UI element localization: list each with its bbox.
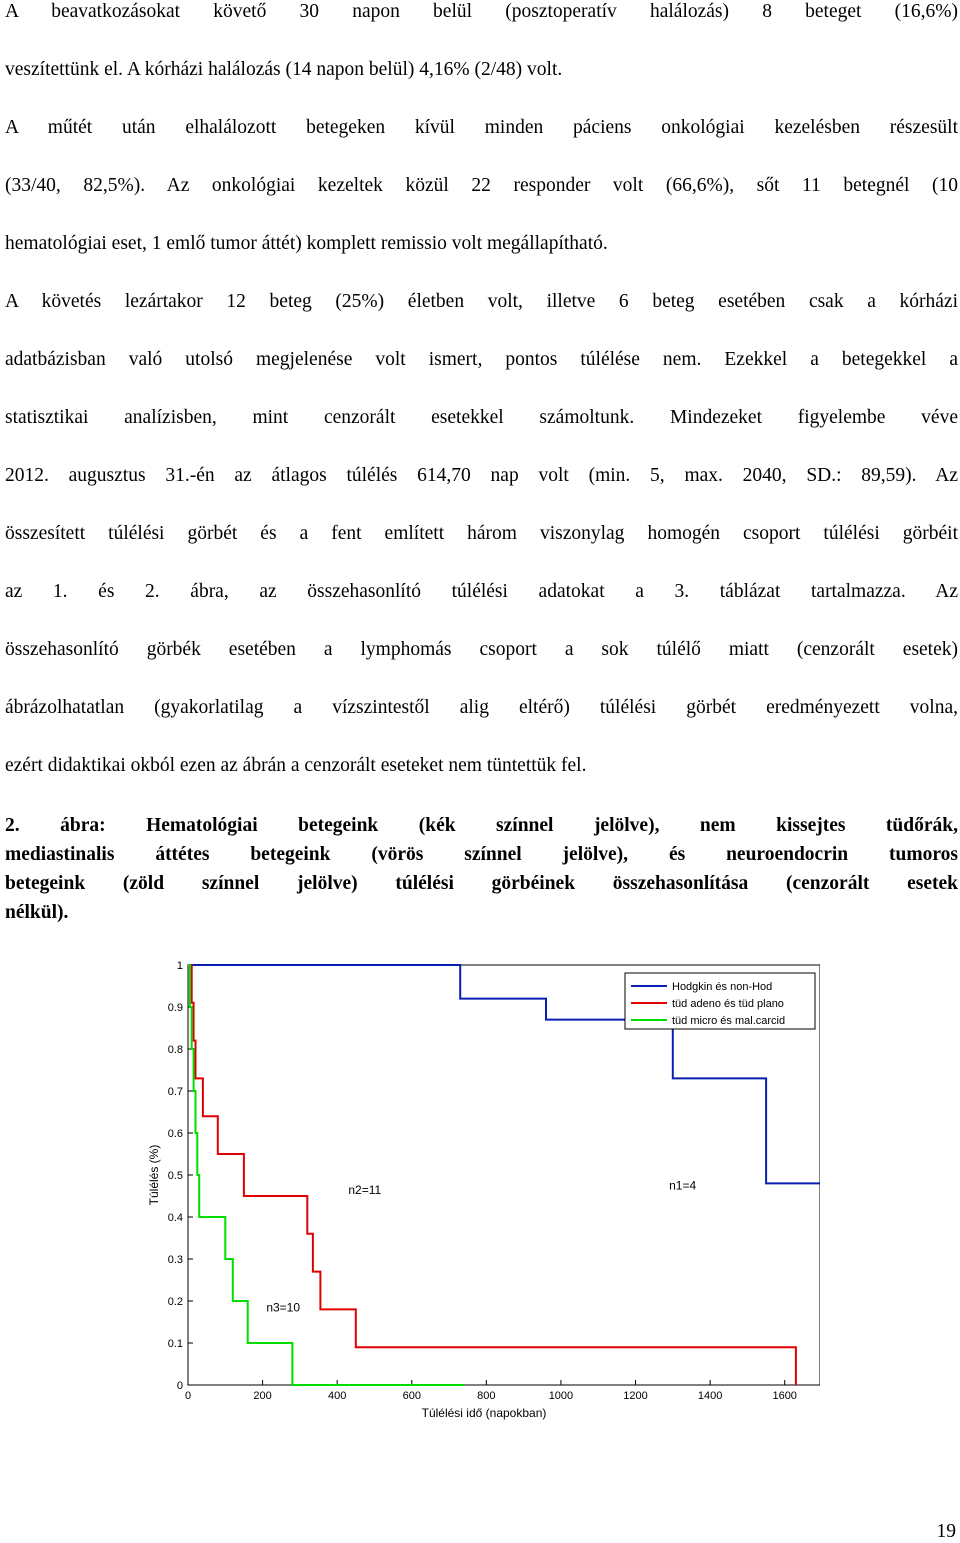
- y-tick-label: 0: [176, 1380, 183, 1392]
- y-axis-label: Túlélés (%): [147, 1144, 161, 1206]
- x-tick-label: 1200: [623, 1390, 648, 1402]
- text-line: A műtét után elhalálozott betegeken kívül minden páciens onkológiai kezelésben részesült: [5, 117, 958, 138]
- y-tick-label: 0.5: [167, 1170, 183, 1182]
- text-line: ábrázolhatatlan (gyakorlatilag a vízszintestől alig eltérő) túlélési görbét eredményezett volna,: [5, 697, 958, 718]
- caption-line: betegeink (zöld színnel jelölve) túlélési görbéinek összehasonlítása (cenzorált esetek: [5, 873, 958, 894]
- text-line: az 1. és 2. ábra, az összehasonlító túlélési adatokat a 3. táblázat tartalmazza. Az: [5, 581, 958, 602]
- x-tick-label: 400: [327, 1390, 347, 1402]
- legend-label: tüd micro és mal.carcid: [672, 1015, 786, 1027]
- caption-line: nélkül).: [5, 902, 69, 923]
- curve-annotation: n3=10: [266, 1300, 301, 1315]
- text-line: A beavatkozásokat követő 30 napon belül (posztoperatív halálozás) 8 beteget (16,6%): [5, 1, 958, 22]
- x-tick-label: 0: [184, 1390, 192, 1402]
- x-tick-label: 1000: [548, 1390, 574, 1402]
- curve-annotation: n1=4: [669, 1178, 697, 1193]
- x-axis-label: Túlélési idő (napokban): [421, 1406, 547, 1420]
- text-line: statisztikai analízisben, mint cenzorált esetekkel számoltunk. Mindezeket figyelembe véve: [5, 407, 958, 428]
- y-tick-label: 0.3: [167, 1254, 183, 1266]
- x-tick-label: 1600: [772, 1390, 797, 1402]
- y-tick-label: 0.9: [167, 1002, 183, 1014]
- series-line: [188, 965, 464, 1385]
- text-line: adatbázisban való utolsó megjelenése volt ismert, pontos túlélése nem. Ezekkel a betegekkel a: [5, 349, 958, 370]
- chart-annotations: [266, 1179, 696, 1315]
- legend-label: tüd adeno és tüd plano: [672, 998, 784, 1010]
- y-tick-label: 0.4: [167, 1212, 183, 1224]
- page-number: 19: [936, 1521, 956, 1542]
- x-tick-label: 200: [253, 1390, 272, 1402]
- legend-label: Hodgkin és non-Hod: [672, 981, 773, 993]
- chart-legend: [625, 973, 815, 1029]
- x-tick-label: 800: [477, 1390, 496, 1402]
- text-line: veszítettünk el. A kórházi halálozás (14 napon belül) 4,16% (2/48) volt.: [5, 59, 563, 80]
- y-tick-label: 0.6: [167, 1128, 183, 1140]
- text-line: összesített túlélési görbét és a fent említett három viszonylag homogén csoport túlélési görbéit: [5, 523, 958, 544]
- text-line: összehasonlító görbék esetében a lymphomás csoport a sok túlélő miatt (cenzorált esetek): [5, 639, 958, 660]
- caption-line: 2. ábra: Hematológiai betegeink (kék színnel jelölve), nem kissejtes tüdőrák,: [5, 815, 958, 836]
- y-tick-label: 0.1: [167, 1338, 183, 1350]
- survival-chart: [140, 955, 820, 1430]
- x-tick-label: 1400: [697, 1390, 723, 1402]
- text-line: ezért didaktikai okból ezen az ábrán a cenzorált eseteket nem tüntettük fel.: [5, 755, 587, 776]
- y-tick-label: 0.8: [167, 1044, 183, 1056]
- text-line: 2012. augusztus 31.-én az átlagos túlélés 614,70 nap volt (min. 5, max. 2040, SD.: 89,59). Az: [5, 465, 958, 486]
- y-tick-label: 0.2: [167, 1296, 183, 1308]
- y-tick-label: 1: [176, 960, 183, 972]
- x-tick-label: 600: [402, 1390, 421, 1402]
- text-line: (33/40, 82,5%). Az onkológiai kezeltek közül 22 responder volt (66,6%), sőt 11 betegnél (10: [5, 175, 958, 196]
- curve-annotation: n2=11: [348, 1182, 382, 1197]
- text-line: A követés lezártakor 12 beteg (25%) életben volt, illetve 6 beteg esetében csak a kórházi: [5, 291, 958, 312]
- caption-line: mediastinalis áttétes betegeink (vörös színnel jelölve), és neuroendocrin tumoros: [5, 844, 958, 865]
- y-tick-label: 0.7: [167, 1086, 183, 1098]
- text-line: hematológiai eset, 1 emlő tumor áttét) komplett remissio volt megállapítható.: [5, 233, 608, 254]
